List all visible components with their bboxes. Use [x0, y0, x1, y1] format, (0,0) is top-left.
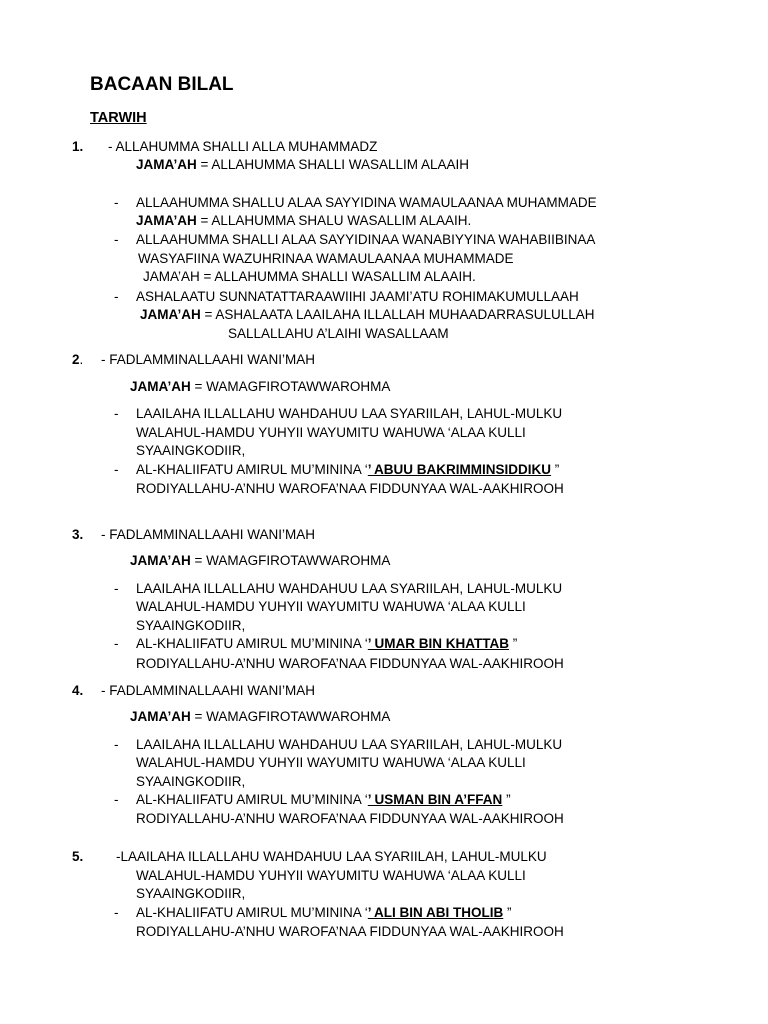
jamaah-response: = WAMAGFIROTAWWAROHMA — [190, 379, 391, 394]
jamaah-label: JAMA’AH — [136, 213, 197, 228]
caliph-name: ’ ABUU BAKRIMMINSIDDIKU — [367, 462, 552, 477]
jamaah-response: = ASHALAATA LAAILAHA ILLALLAH MUHAADARRASULULLAH — [200, 307, 595, 322]
item-number-4: 4. — [72, 683, 84, 698]
s3-heading: - FADLAMMINALLAAHI WANI’MAH — [101, 527, 316, 542]
s1-line-3b: WASYAFIINA WAZUHRINAA WAMAULAANAA MUHAMMADE — [138, 251, 514, 266]
jamaah-response: = ALLAHUMMA SHALLI WASALLIM ALAAIH — [196, 157, 470, 172]
s4-heading: - FADLAMMINALLAAHI WANI’MAH — [101, 683, 316, 698]
s1-jamaah-4-cont: SALLALLAHU A’LAIHI WASALLAAM — [228, 326, 449, 341]
s1-jamaah-2 — [136, 212, 471, 229]
s5-line-1c: SYAAINGKODIIR, — [136, 886, 246, 901]
s1-line-3a: ALLAAHUMMA SHALLI ALAA SAYYIDINAA WANABIYYINA WAHABIIBINAA — [136, 232, 596, 247]
item-number-2 — [72, 351, 83, 368]
caliph-name: ’ USMAN BIN A’FFAN — [367, 792, 503, 807]
s3-dash-2: - — [114, 636, 119, 651]
s5-line-1a: -LAAILAHA ILLALLAHU WAHDAHUU LAA SYARIILAH, LAHUL-MULKU — [116, 849, 547, 864]
s3-line-2b: RODIYALLAHU-A’NHU WAROFA’NAA FIDDUNYAA WAL-AAKHIROOH — [136, 656, 564, 671]
s3-jamaah — [130, 552, 390, 569]
s1-line-4: ASHALAATU SUNNATATTARAAWIIHI JAAMI’ATU ROHIMAKUMULLAAH — [136, 289, 579, 304]
closing-quote: ” — [502, 792, 511, 807]
s1-line-1: - ALLAHUMMA SHALLI ALLA MUHAMMADZ — [108, 139, 378, 154]
s2-dash-2: - — [114, 462, 119, 477]
jamaah-label: JAMA’AH — [130, 709, 191, 724]
jamaah-label: JAMA’AH — [136, 157, 197, 172]
s3-line-1c: SYAAINGKODIIR, — [136, 618, 246, 633]
s2-line-2b: RODIYALLAHU-A’NHU WAROFA’NAA FIDDUNYAA WAL-AAKHIROOH — [136, 481, 564, 496]
jamaah-response: = ALLAHUMMA SHALU WASALLIM ALAAIH. — [196, 213, 472, 228]
closing-quote: ” — [551, 462, 560, 477]
s4-jamaah — [130, 708, 390, 725]
s5-line-1b: WALAHUL-HAMDU YUHYII WAYUMITU WAHUWA ‘ALAA KULLI — [136, 868, 526, 883]
s2-heading: - FADLAMMINALLAAHI WANI’MAH — [101, 352, 316, 367]
s4-line-1a: LAAILAHA ILLALLAHU WAHDAHUU LAA SYARIILAH, LAHUL-MULKU — [136, 737, 563, 752]
closing-quote: ” — [509, 636, 518, 651]
caliph-name: ’ ALI BIN ABI THOLIB — [367, 905, 504, 920]
jamaah-label: JAMA’AH — [140, 307, 201, 322]
s2-line-1a: LAAILAHA ILLALLAHU WAHDAHUU LAA SYARIILAH, LAHUL-MULKU — [136, 406, 563, 421]
s3-line-1a: LAAILAHA ILLALLAHU WAHDAHUU LAA SYARIILAH, LAHUL-MULKU — [136, 581, 563, 596]
s2-dash-1: - — [114, 406, 119, 421]
jamaah-label: JAMA’AH — [130, 379, 191, 394]
caliph-phrase: AL-KHALIIFATU AMIRUL MU’MININA ‘ — [136, 462, 368, 477]
item-number-3: 3. — [72, 527, 84, 542]
item-number-2-digit: 2 — [72, 352, 80, 367]
s5-dash-2: - — [114, 905, 119, 920]
s5-line-2 — [136, 904, 512, 921]
s1-dash-3: - — [114, 232, 119, 247]
s4-line-1c: SYAAINGKODIIR, — [136, 774, 246, 789]
s1-jamaah-1 — [136, 156, 469, 173]
s4-dash-1: - — [114, 737, 119, 752]
caliph-phrase: AL-KHALIIFATU AMIRUL MU’MININA ‘ — [136, 636, 368, 651]
s3-line-1b: WALAHUL-HAMDU YUHYII WAYUMITU WAHUWA ‘ALAA KULLI — [136, 599, 526, 614]
s1-jamaah-3: JAMA’AH = ALLAHUMMA SHALLI WASALLIM ALAAIH. — [143, 269, 476, 284]
s4-line-2b: RODIYALLAHU-A’NHU WAROFA’NAA FIDDUNYAA WAL-AAKHIROOH — [136, 811, 564, 826]
caliph-phrase: AL-KHALIIFATU AMIRUL MU’MININA ‘ — [136, 905, 368, 920]
s1-jamaah-4 — [140, 306, 595, 323]
s4-line-1b: WALAHUL-HAMDU YUHYII WAYUMITU WAHUWA ‘ALAA KULLI — [136, 755, 526, 770]
s2-jamaah — [130, 378, 390, 395]
s4-dash-2: - — [114, 792, 119, 807]
s4-line-2 — [136, 791, 511, 808]
item-number-2-dot: . — [79, 352, 84, 367]
jamaah-label: JAMA’AH — [130, 553, 191, 568]
jamaah-response: = WAMAGFIROTAWWAROHMA — [190, 553, 391, 568]
s1-line-2: ALLAAHUMMA SHALLU ALAA SAYYIDINA WAMAULAANAA MUHAMMADE — [136, 195, 597, 210]
jamaah-response: = WAMAGFIROTAWWAROHMA — [190, 709, 391, 724]
section-subtitle: TARWIH — [90, 110, 147, 126]
caliph-name: ’ UMAR BIN KHATTAB — [367, 636, 510, 651]
item-number-5: 5. — [72, 849, 84, 864]
s3-line-2 — [136, 635, 517, 652]
s5-line-2b: RODIYALLAHU-A’NHU WAROFA’NAA FIDDUNYAA WAL-AAKHIROOH — [136, 924, 564, 939]
closing-quote: ” — [503, 905, 512, 920]
s2-line-1b: WALAHUL-HAMDU YUHYII WAYUMITU WAHUWA ‘ALAA KULLI — [136, 425, 526, 440]
s1-dash-4: - — [114, 289, 119, 304]
caliph-phrase: AL-KHALIIFATU AMIRUL MU’MININA ‘ — [136, 792, 368, 807]
s1-dash-2: - — [114, 195, 119, 210]
item-number-1: 1. — [72, 139, 84, 154]
s2-line-1c: SYAAINGKODIIR, — [136, 443, 246, 458]
document-title: BACAAN BILAL — [90, 74, 234, 95]
s3-dash-1: - — [114, 581, 119, 596]
s2-line-2 — [136, 461, 559, 478]
